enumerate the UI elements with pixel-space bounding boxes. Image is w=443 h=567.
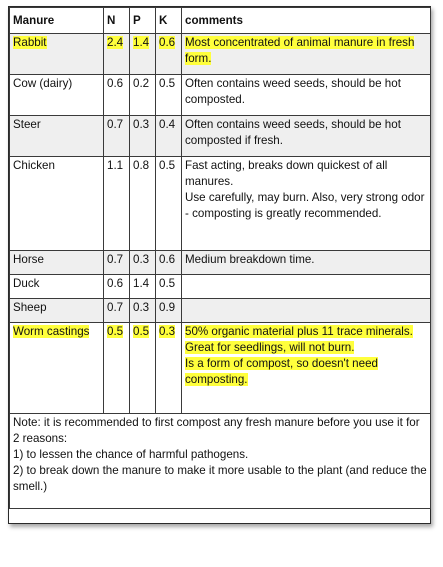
k-value: 0.6 bbox=[156, 251, 182, 275]
p-value: 0.2 bbox=[130, 75, 156, 116]
manure-name: Horse bbox=[10, 251, 104, 275]
k-value: 0.5 bbox=[156, 75, 182, 116]
table-row bbox=[10, 116, 431, 157]
p-value: 0.3 bbox=[130, 116, 156, 157]
note-cell bbox=[10, 414, 431, 509]
table-row bbox=[10, 323, 431, 414]
p-value: 1.4 bbox=[130, 275, 156, 299]
manure-nutrient-table bbox=[9, 7, 431, 509]
header-manure: Manure bbox=[10, 8, 104, 34]
note-text: 2) to break down the manure to make it more usable to the plant (and reduce the smell.) bbox=[13, 464, 427, 493]
p-value: 0.3 bbox=[130, 299, 156, 323]
comment-cell bbox=[182, 157, 431, 251]
table-header-row bbox=[10, 8, 431, 34]
table-row bbox=[10, 275, 431, 299]
manure-name: Sheep bbox=[10, 299, 104, 323]
comment-text: Most concentrated of animal manure in fresh form. bbox=[185, 36, 415, 65]
comment-text bbox=[182, 299, 431, 323]
p-value: 0.5 bbox=[133, 325, 150, 338]
note-text: Note: it is recommended to first compost any fresh manure before you use it for 2 reasons: bbox=[13, 416, 420, 445]
note-text: 1) to lessen the chance of harmful pathogens. bbox=[13, 448, 249, 461]
comment-text: Medium breakdown time. bbox=[182, 251, 431, 275]
table-row bbox=[10, 34, 431, 75]
header-p: P bbox=[130, 8, 156, 34]
manure-table-sheet bbox=[8, 6, 431, 524]
header-k: K bbox=[156, 8, 182, 34]
n-value: 0.7 bbox=[104, 299, 130, 323]
comment-text: Fast acting, breaks down quickest of all manures. bbox=[185, 159, 388, 188]
k-value: 0.3 bbox=[159, 325, 176, 338]
table-row bbox=[10, 251, 431, 275]
n-value: 0.6 bbox=[104, 75, 130, 116]
comment-text: 50% organic material plus 11 trace minerals. Great for seedlings, will not burn. bbox=[185, 325, 413, 354]
comment-text: Often contains weed seeds, should be hot composted. bbox=[182, 75, 431, 116]
manure-name: Worm castings bbox=[13, 325, 90, 338]
table-row bbox=[10, 157, 431, 251]
comment-cell bbox=[182, 323, 431, 414]
comment-text bbox=[182, 275, 431, 299]
manure-name: Chicken bbox=[10, 157, 104, 251]
note-row bbox=[10, 414, 431, 509]
n-value: 0.7 bbox=[104, 116, 130, 157]
n-value: 0.6 bbox=[104, 275, 130, 299]
manure-name: Rabbit bbox=[13, 36, 47, 49]
n-value: 0.5 bbox=[107, 325, 124, 338]
header-n: N bbox=[104, 8, 130, 34]
p-value: 0.3 bbox=[130, 251, 156, 275]
k-value: 0.9 bbox=[156, 299, 182, 323]
k-value: 0.6 bbox=[159, 36, 176, 49]
p-value: 1.4 bbox=[133, 36, 150, 49]
k-value: 0.5 bbox=[156, 157, 182, 251]
header-comments: comments bbox=[182, 8, 431, 34]
manure-name: Steer bbox=[10, 116, 104, 157]
n-value: 2.4 bbox=[107, 36, 124, 49]
manure-name: Duck bbox=[10, 275, 104, 299]
table-row bbox=[10, 299, 431, 323]
comment-text: Use carefully, may burn. Also, very strong odor - composting is greatly recommended. bbox=[185, 191, 425, 220]
p-value: 0.8 bbox=[130, 157, 156, 251]
k-value: 0.5 bbox=[156, 275, 182, 299]
k-value: 0.4 bbox=[156, 116, 182, 157]
table-row bbox=[10, 75, 431, 116]
manure-name: Cow (dairy) bbox=[10, 75, 104, 116]
n-value: 1.1 bbox=[104, 157, 130, 251]
comment-text: Often contains weed seeds, should be hot composted if fresh. bbox=[182, 116, 431, 157]
n-value: 0.7 bbox=[104, 251, 130, 275]
comment-text: Is a form of compost, so doesn't need composting. bbox=[185, 357, 378, 386]
